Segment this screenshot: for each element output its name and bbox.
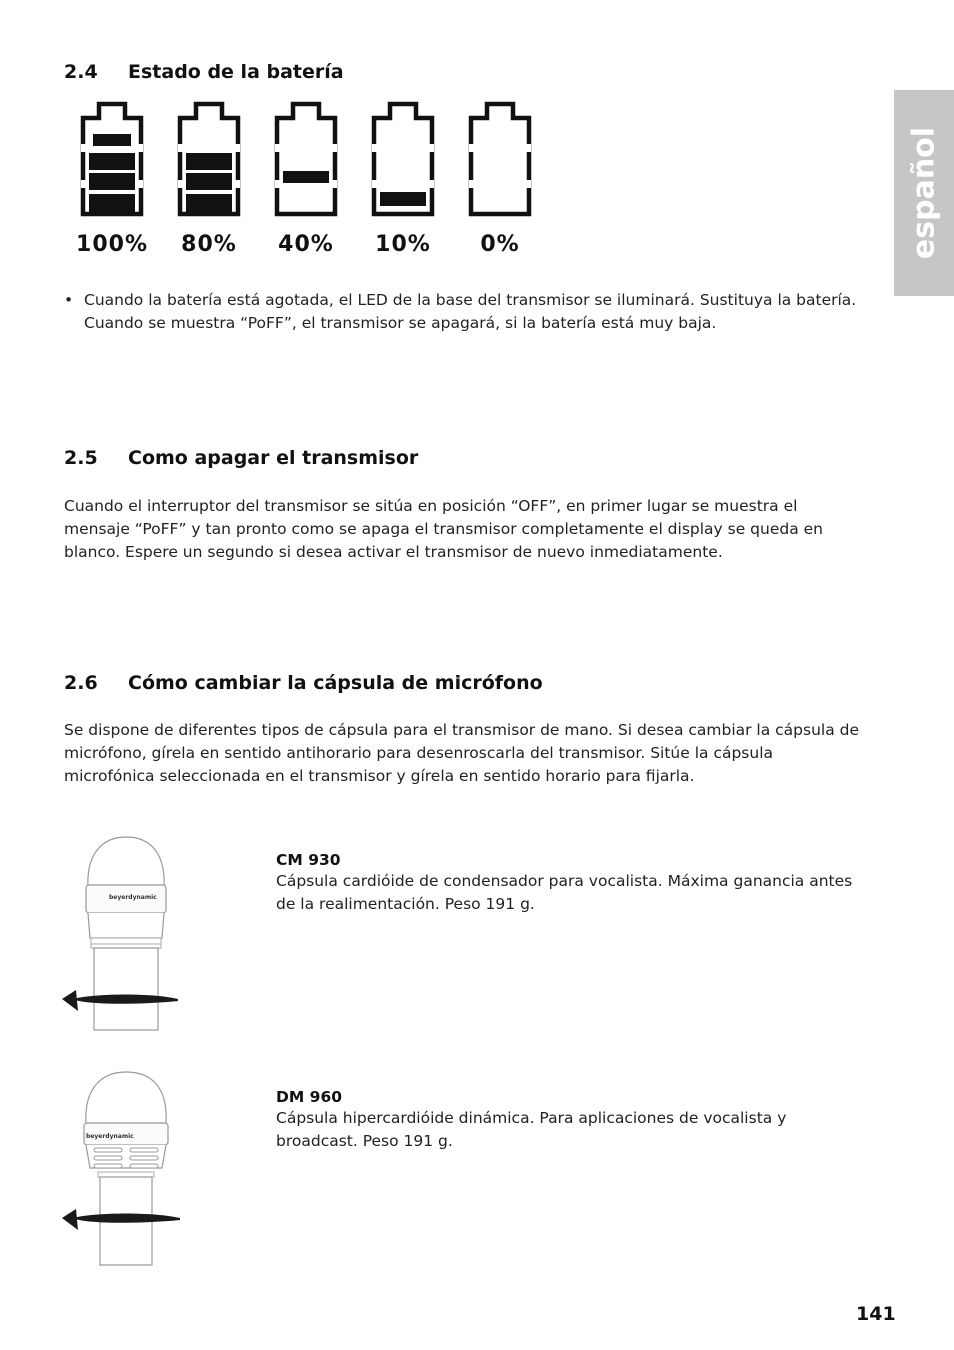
dm960-description-block (276, 1088, 856, 1153)
section-heading-capsule (64, 672, 764, 698)
capsule-description: Cápsula hipercardióide dinámica. Para aplicaciones de vocalista y broadcast. Peso 191 g. (276, 1109, 787, 1150)
section-number: 2.4 (64, 61, 98, 83)
battery-level-label: 100% (76, 232, 148, 257)
battery-level-label: 80% (181, 232, 237, 257)
brand-logo: beyerdynamic (86, 1133, 134, 1140)
counterclockwise-arrow-icon (62, 1209, 78, 1230)
power-off-paragraph: Cuando el interruptor del transmisor se sitúa en posición “OFF”, en primer lugar se muestra el mensaje “PoFF” y tan pronto como se apaga el transmisor completamente el display se queda en blanco. Espere un segundo si desea activar el transmisor de nuevo inmediatamente. (64, 497, 824, 561)
section-title: Como apagar el transmisor (128, 447, 419, 469)
battery-icon (174, 100, 244, 218)
cm930-capsule-illustration (58, 833, 188, 1033)
battery-level-label: 40% (278, 232, 334, 257)
battery-icon (77, 100, 147, 218)
battery-icon (368, 100, 438, 218)
capsule-model: CM 930 (276, 851, 341, 869)
dm960-capsule-illustration (58, 1068, 188, 1268)
section-heading-power-off (64, 447, 664, 473)
capsule-paragraph: Se dispone de diferentes tipos de cápsula para el transmisor de mano. Si desea cambiar la cápsula de micrófono, gírela en sentido antihorario para desenroscarla del transmisor. Sitúe la cápsula microfónica seleccionada en el transmisor y gírela en sentido horario para fijarla. (64, 721, 860, 785)
battery-segment (380, 192, 426, 206)
section-number: 2.6 (64, 672, 98, 694)
battery-segment (89, 194, 135, 212)
section-heading-battery (64, 61, 664, 87)
battery-icon (465, 100, 535, 218)
bullet-marker: • (64, 291, 74, 309)
language-tab-label: español (906, 126, 942, 260)
battery-level-label: 10% (375, 232, 431, 257)
battery-note-text: Cuando la batería está agotada, el LED de la base del transmisor se iluminará. Sustituya la batería. Cuando se muestra “PoFF”, el transmisor se apagará, si la batería está muy baja. (84, 291, 857, 332)
cm930-description-block (276, 851, 856, 916)
battery-segment (186, 153, 232, 170)
battery-segment (186, 194, 232, 212)
battery-level-label: 0% (480, 232, 520, 257)
brand-logo: beyerdynamic (109, 894, 157, 901)
section-title: Cómo cambiar la cápsula de micrófono (128, 672, 543, 694)
battery-segment (89, 153, 135, 170)
language-tab (894, 90, 954, 296)
battery-icon (271, 100, 341, 218)
section-number: 2.5 (64, 447, 98, 469)
battery-segment (186, 173, 232, 190)
battery-segment (89, 173, 135, 190)
page-number: 141 (856, 1303, 896, 1325)
capsule-model: DM 960 (276, 1088, 343, 1106)
battery-segment (93, 134, 131, 146)
capsule-description: Cápsula cardióide de condensador para vocalista. Máxima ganancia antes de la realimentación. Peso 191 g. (276, 872, 853, 913)
section-title: Estado de la batería (128, 61, 344, 83)
counterclockwise-arrow-icon (62, 990, 78, 1011)
battery-segment (283, 171, 329, 183)
